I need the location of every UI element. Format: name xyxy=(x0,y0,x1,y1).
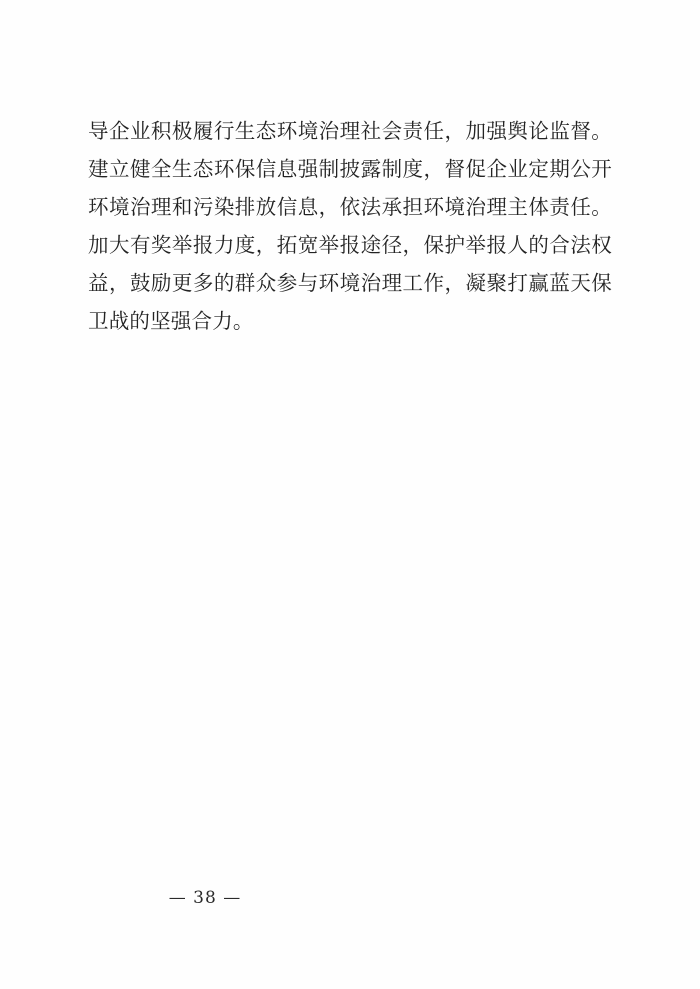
page-number: — 38 — xyxy=(168,888,242,908)
body-text-block xyxy=(88,112,612,340)
page-footer xyxy=(0,888,700,908)
paragraph-1: 导企业积极履行生态环境治理社会责任，加强舆论监督。建立健全生态环保信息强制披露制度，督促企业定期公开环境治理和污染排放信息，依法承担环境治理主体责任。加大有奖举报力度，拓宽举报途径，保护举报人的合法权益，鼓励更多的群众参与环境治理工作，凝聚打赢蓝天保卫战的坚强合力。 xyxy=(88,119,612,333)
